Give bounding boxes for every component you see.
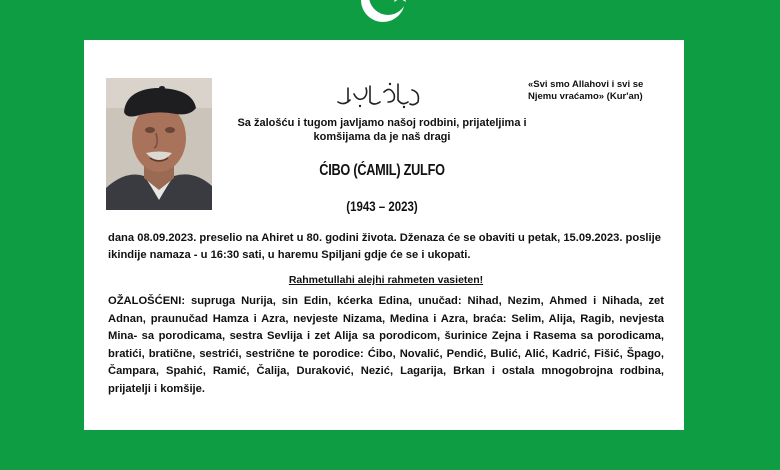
portrait-photo bbox=[106, 78, 212, 210]
obituary-card bbox=[84, 40, 684, 430]
funeral-details: dana 08.09.2023. preselio na Ahiret u 80. godini života. Dženaza će se obaviti u petak, 15.09.2023. poslije ikindije namaza - u 16:30 sati, u haremu Spiljani gdje će se i ukopati. bbox=[108, 232, 661, 261]
quran-quote: «Svi smo Allahovi i svi se Njemu vraćamo» (Kur'an) bbox=[528, 79, 644, 102]
life-years: (1943 – 2023) bbox=[346, 198, 418, 214]
prayer-line: Rahmetullahi alejhi rahmeten vasieten! bbox=[288, 274, 484, 286]
arabic-calligraphy bbox=[334, 80, 424, 110]
crescent-star-icon bbox=[350, 0, 420, 26]
mourners-list: OŽALOŠĆENI: supruga Nurija, sin Edin, kćerka Edina, unučad: Nihad, Nezim, Ahmed i Nihada, zet Adnan, praunučad Hamza i Azra, nevjeste Nizama, Medina i Azra, braća: Selim, Alija, Ragib, nevjesta Mina- sa porodicama, sestra Sevlija i zet Alija sa porodicom, šurinice Zejna i Rasema sa porodicama, bratići, bratične, sestrići, sestrične te porodice: Ćibo, Novalić, Pendić, Bulić, Alić, Kadrić, Fišić, Špago, Čampara, Spahić, Ramić, Čalija, Duraković, Nezić, Lagarija, Brkan i ostala mnogobrojna rodbina, prijatelji i komšije. bbox=[108, 295, 664, 395]
deceased-name: ĆIBO (ĆAMIL) ZULFO bbox=[319, 162, 445, 179]
announcement-intro: Sa žalošću i tugom javljamo našoj rodbini, prijateljima i komšijama da je naš dragi bbox=[237, 117, 527, 143]
